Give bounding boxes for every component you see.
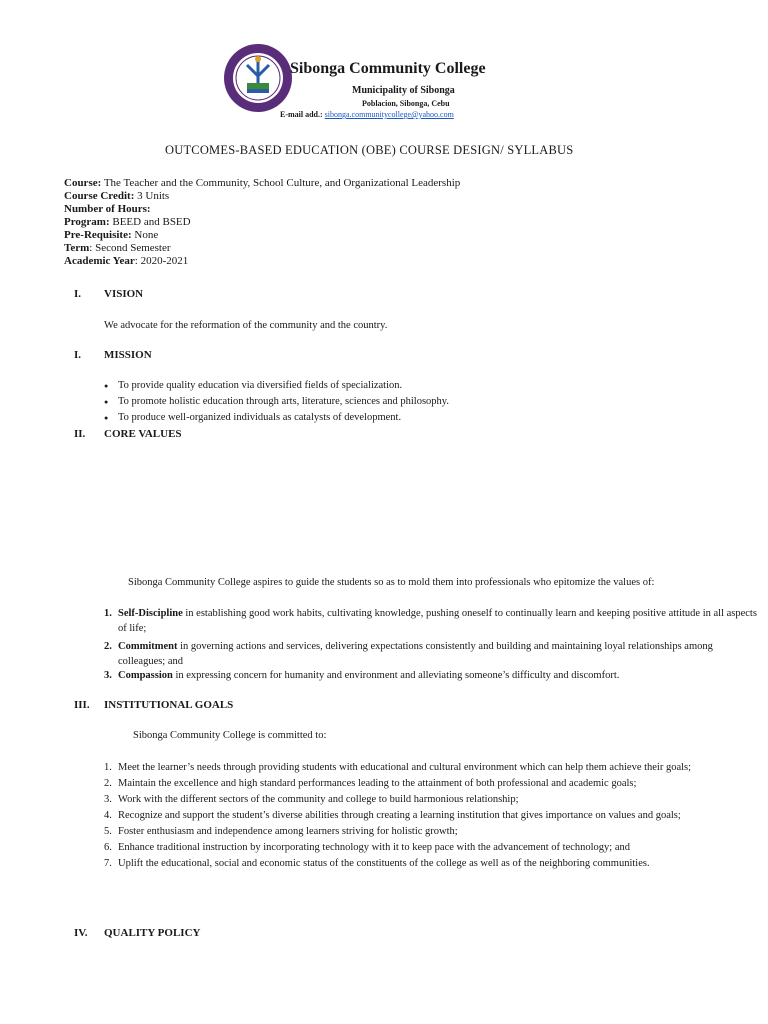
goal-item: 7. Uplift the educational, social and economic status of the constituents of the college as well as of the neighboring communities. xyxy=(104,858,650,869)
mission-heading: MISSION xyxy=(104,349,152,361)
goal-item: 5. Foster enthusiasm and independence among learners striving for holistic growth; xyxy=(104,826,458,837)
vision-text: We advocate for the reformation of the community and the country. xyxy=(104,320,388,331)
vision-number: I. xyxy=(74,288,82,300)
email-line xyxy=(280,110,454,119)
goals-heading: INSTITUTIONAL GOALS xyxy=(104,699,234,711)
course-row: Course: The Teacher and the Community, School Culture, and Organizational Leadership xyxy=(64,177,461,189)
prereq-row: Pre-Requisite: None xyxy=(64,229,159,241)
goal-item: 3. Work with the different sectors of the community and college to build harmonious relationship; xyxy=(104,794,519,805)
mission-list xyxy=(104,378,449,426)
goal-item: 6. Enhance traditional instruction by incorporating technology with it to keep pace with the advancement of technology; and xyxy=(104,842,631,853)
year-row: Academic Year: 2020-2021 xyxy=(64,255,189,267)
core-value-item: 3. Compassion in expressing concern for humanity and environment and alleviating someone’s difficulty and discomfort. xyxy=(104,670,620,681)
core-values-intro: Sibonga Community College aspires to guide the students so as to mold them into professionals who epitomize the values of: xyxy=(128,577,655,588)
goal-item: 1. Meet the learner’s needs through providing students with educational and cultural environment which can help them achieve their goals; xyxy=(104,762,692,773)
term-row: Term: Second Semester xyxy=(64,242,171,254)
goals-number: III. xyxy=(74,699,90,711)
mission-item: ● To provide quality education via diversified fields of specialization. xyxy=(104,378,449,394)
mission-item: ● To produce well-organized individuals as catalysts of development. xyxy=(104,410,449,426)
goal-item: 2. Maintain the excellence and high standard performances leading to the attainment of both professional and academic goals; xyxy=(104,778,637,789)
college-name: Sibonga Community College xyxy=(290,60,486,77)
document-title: OUTCOMES-BASED EDUCATION (OBE) COURSE DESIGN/ SYLLABUS xyxy=(165,143,574,157)
goal-item: 4. Recognize and support the student’s diverse abilities through creating a learning institution that gives importance on values and goals; xyxy=(104,810,681,821)
credit-row: Course Credit: 3 Units xyxy=(64,190,170,202)
course-info xyxy=(64,177,460,268)
goals-list xyxy=(104,760,760,872)
email-link[interactable]: sibonga.communitycollege@yahoo.com xyxy=(324,110,454,119)
college-address: Poblacion, Sibonga, Cebu xyxy=(362,99,450,108)
goals-intro: Sibonga Community College is committed to: xyxy=(133,730,327,741)
college-seal-icon xyxy=(223,43,293,113)
core-values-number: II. xyxy=(74,428,86,440)
core-value-item: 2. Commitment in governing actions and services, delivering expectations consistently and building and maintaining loyal relationships among colleagues; and xyxy=(104,641,713,667)
municipality: Municipality of Sibonga xyxy=(352,85,455,96)
vision-heading: VISION xyxy=(104,288,144,300)
quality-policy-heading: QUALITY POLICY xyxy=(104,927,201,939)
core-value-item: 1. Self-Discipline in establishing good work habits, cultivating knowledge, pushing oneself to continually learn and keeping positive attitude in all aspects of life; xyxy=(104,608,757,634)
mission-number: I. xyxy=(74,349,82,361)
email-label: E-mail add.: xyxy=(280,110,323,119)
program-row: Program: BEED and BSED xyxy=(64,216,191,228)
mission-item: ● To promote holistic education through arts, literature, sciences and philosophy. xyxy=(104,394,449,410)
core-values-heading: CORE VALUES xyxy=(104,428,182,440)
quality-policy-number: IV. xyxy=(74,927,88,939)
hours-row: Number of Hours: xyxy=(64,203,151,215)
